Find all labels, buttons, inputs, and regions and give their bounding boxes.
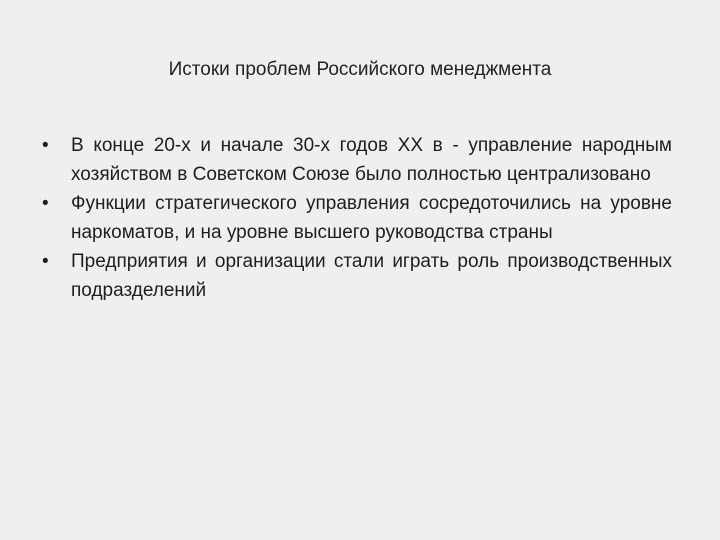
bullet-item-1: [40, 131, 672, 189]
bullet-text: Предприятия и организации стали играть роль производственных подразделений: [71, 251, 672, 301]
bullet-item-3: [40, 247, 672, 305]
bullet-icon: •: [42, 193, 49, 214]
slide-title: Истоки проблем Российского менеджмента: [168, 59, 552, 80]
bullet-text: В конце 20-х и начале 30-х годов XX в - управление народным хозяйством в Советском Союзе было полностью централизовано: [71, 135, 672, 185]
bullet-text: Функции стратегического управления сосредоточились на уровне наркоматов, и на уровне высшего руководства страны: [71, 193, 672, 243]
bullet-icon: •: [42, 251, 49, 272]
bullet-item-2: [40, 189, 672, 247]
bullet-icon: •: [42, 135, 49, 156]
bullet-list: [40, 131, 672, 305]
